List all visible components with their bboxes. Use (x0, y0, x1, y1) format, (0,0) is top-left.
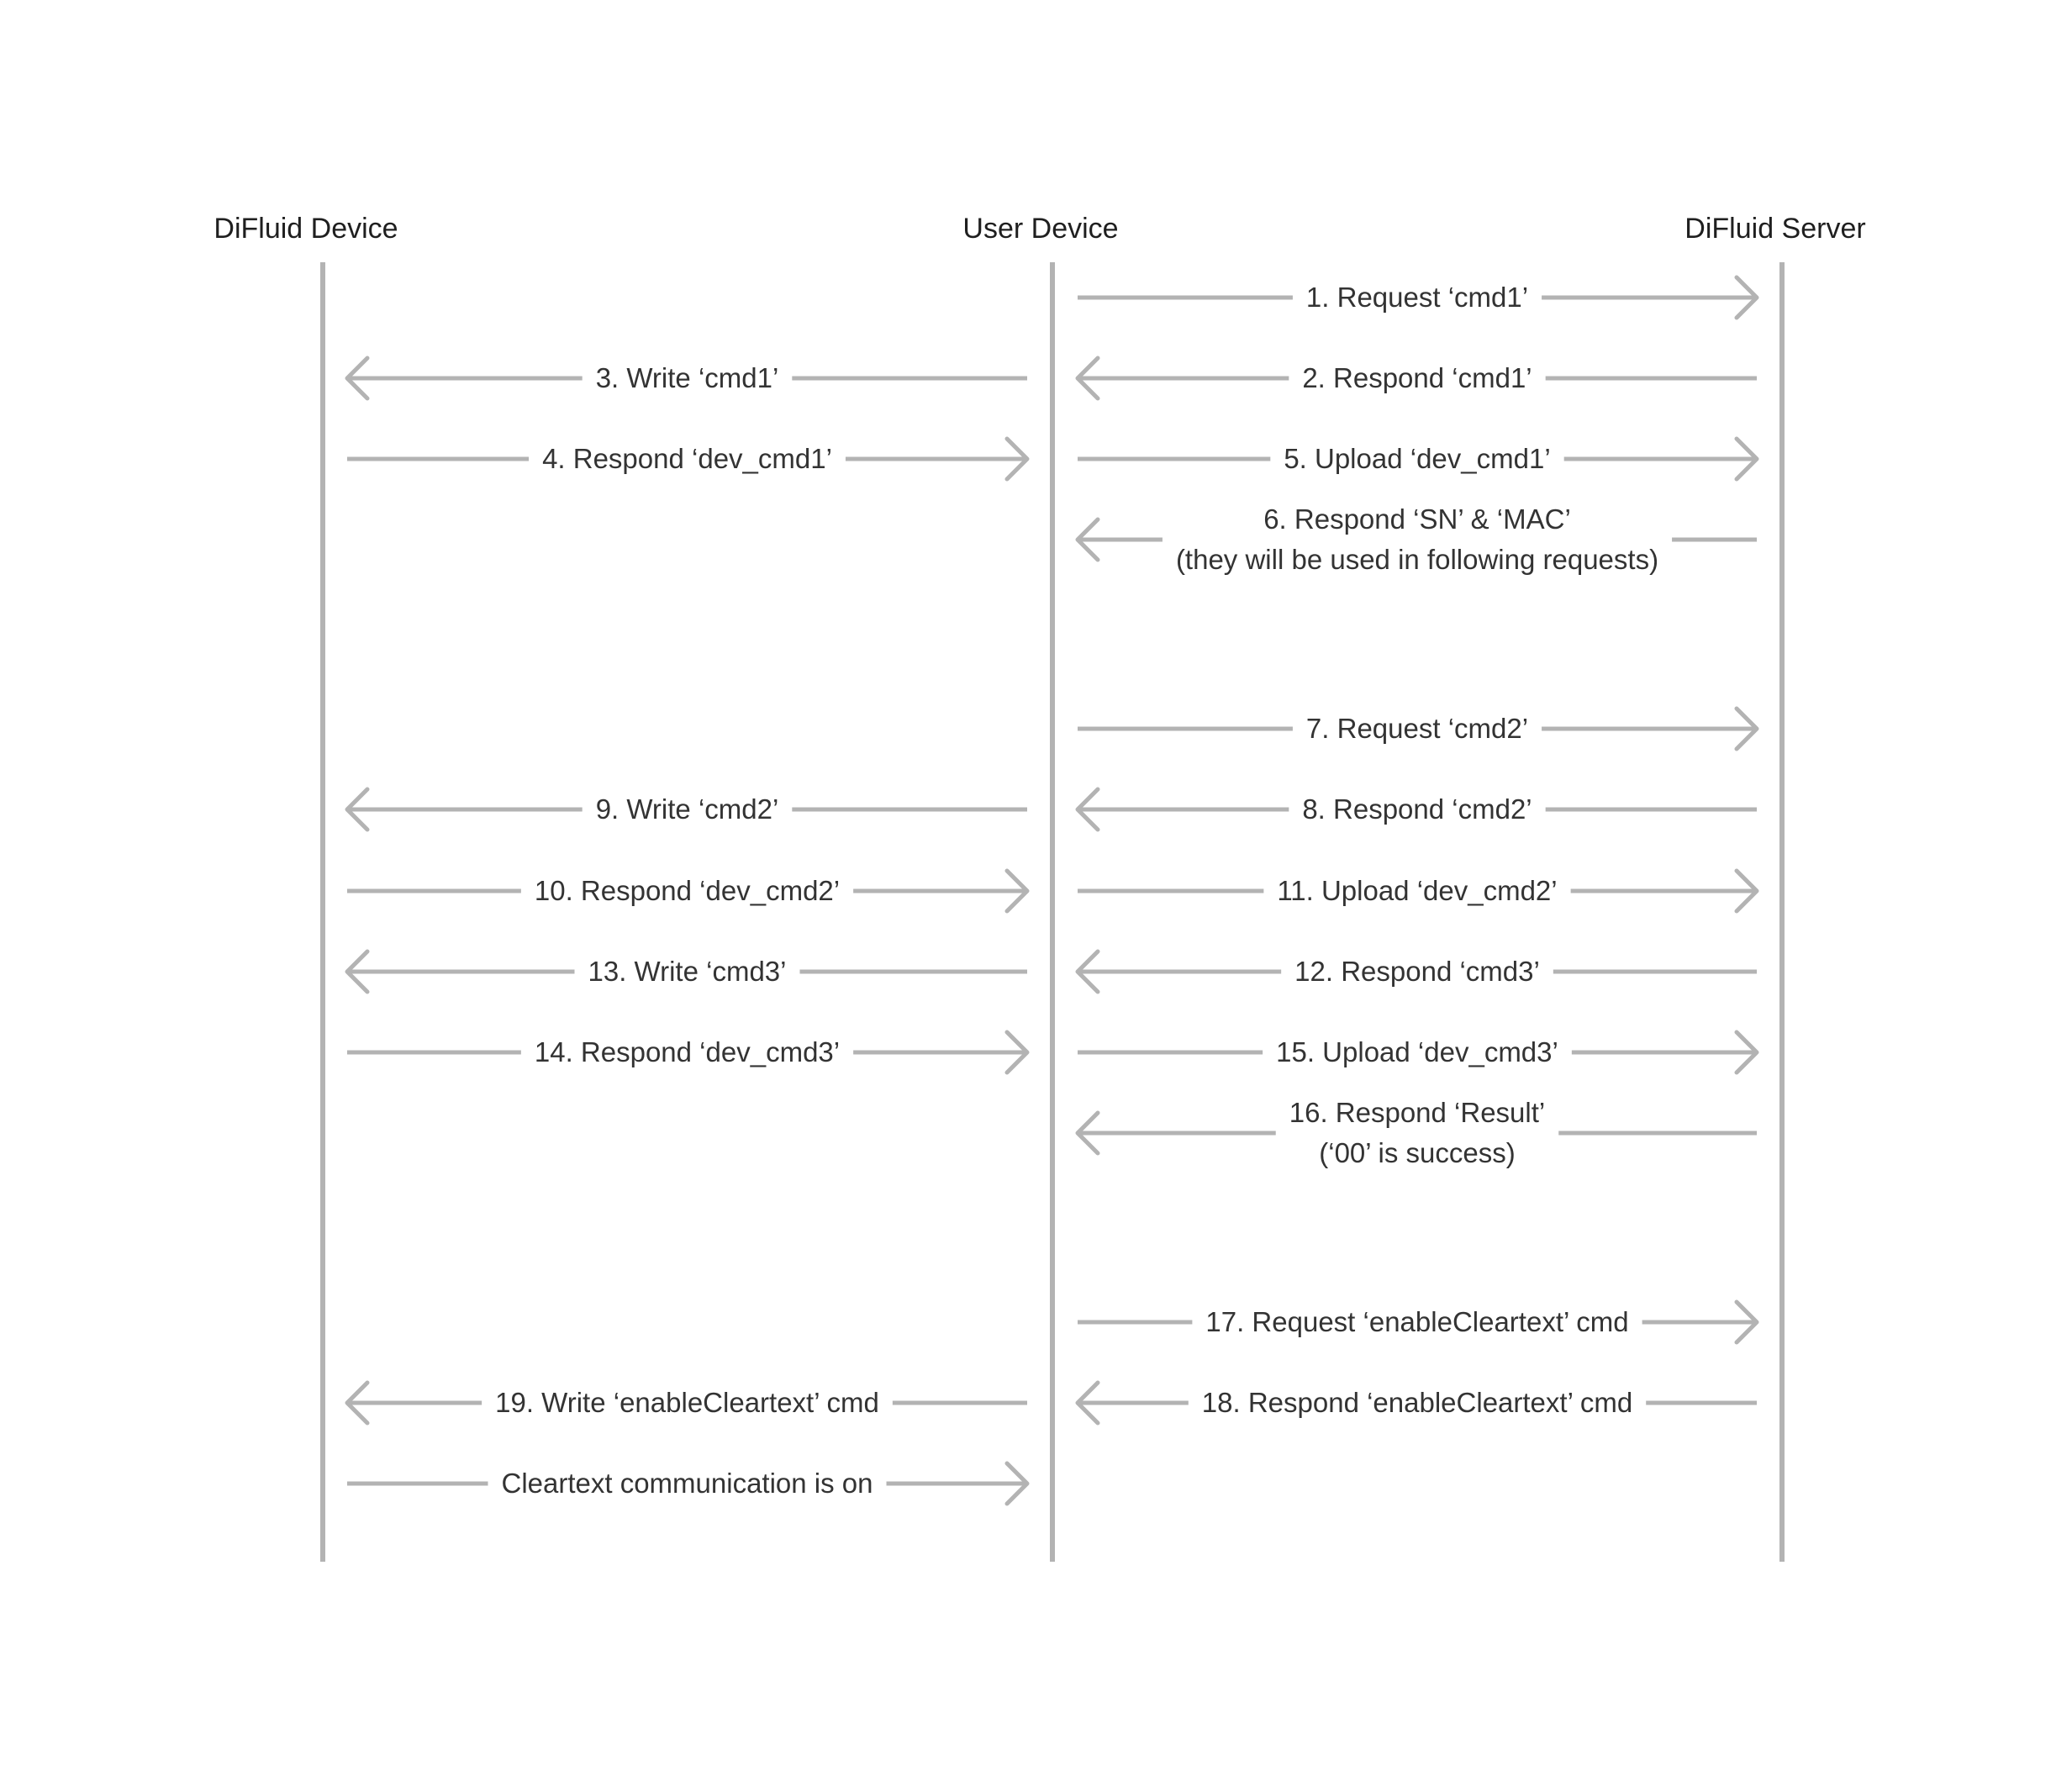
message-label: 13. Write ‘cmd3’ (588, 956, 787, 987)
participant-title-server: DiFluid Server (1684, 213, 1866, 245)
participant-title-user: User Device (962, 213, 1119, 245)
message-label: 16. Respond ‘Result’ (1289, 1097, 1546, 1128)
message-label: (they will be used in following requests) (1175, 544, 1659, 575)
message-label: (‘00’ is success) (1319, 1137, 1516, 1168)
message-label: 7. Request ‘cmd2’ (1305, 713, 1529, 744)
message-label: 10. Respond ‘dev_cmd2’ (534, 875, 841, 906)
message-label: 4. Respond ‘dev_cmd1’ (542, 443, 832, 474)
message-label: 12. Respond ‘cmd3’ (1294, 956, 1540, 987)
message-label: 2. Respond ‘cmd1’ (1302, 362, 1532, 393)
message-label: 14. Respond ‘dev_cmd3’ (534, 1036, 841, 1067)
message-label: 8. Respond ‘cmd2’ (1302, 793, 1532, 825)
participant-title-device: DiFluid Device (214, 213, 398, 245)
message-label: Cleartext communication is on (501, 1468, 873, 1499)
message-label: 18. Respond ‘enableCleartext’ cmd (1201, 1387, 1633, 1418)
message-label: 9. Write ‘cmd2’ (595, 793, 779, 825)
message-label: 3. Write ‘cmd1’ (595, 362, 779, 393)
message-label: 11. Upload ‘dev_cmd2’ (1277, 875, 1558, 906)
message-label: 19. Write ‘enableCleartext’ cmd (495, 1387, 879, 1418)
message-label: 6. Respond ‘SN’ & ‘MAC’ (1263, 503, 1571, 535)
message-label: 1. Request ‘cmd1’ (1305, 282, 1529, 313)
message-label: 5. Upload ‘dev_cmd1’ (1284, 443, 1551, 474)
message-label: 15. Upload ‘dev_cmd3’ (1276, 1036, 1558, 1067)
message-label: 17. Request ‘enableCleartext’ cmd (1205, 1306, 1629, 1337)
